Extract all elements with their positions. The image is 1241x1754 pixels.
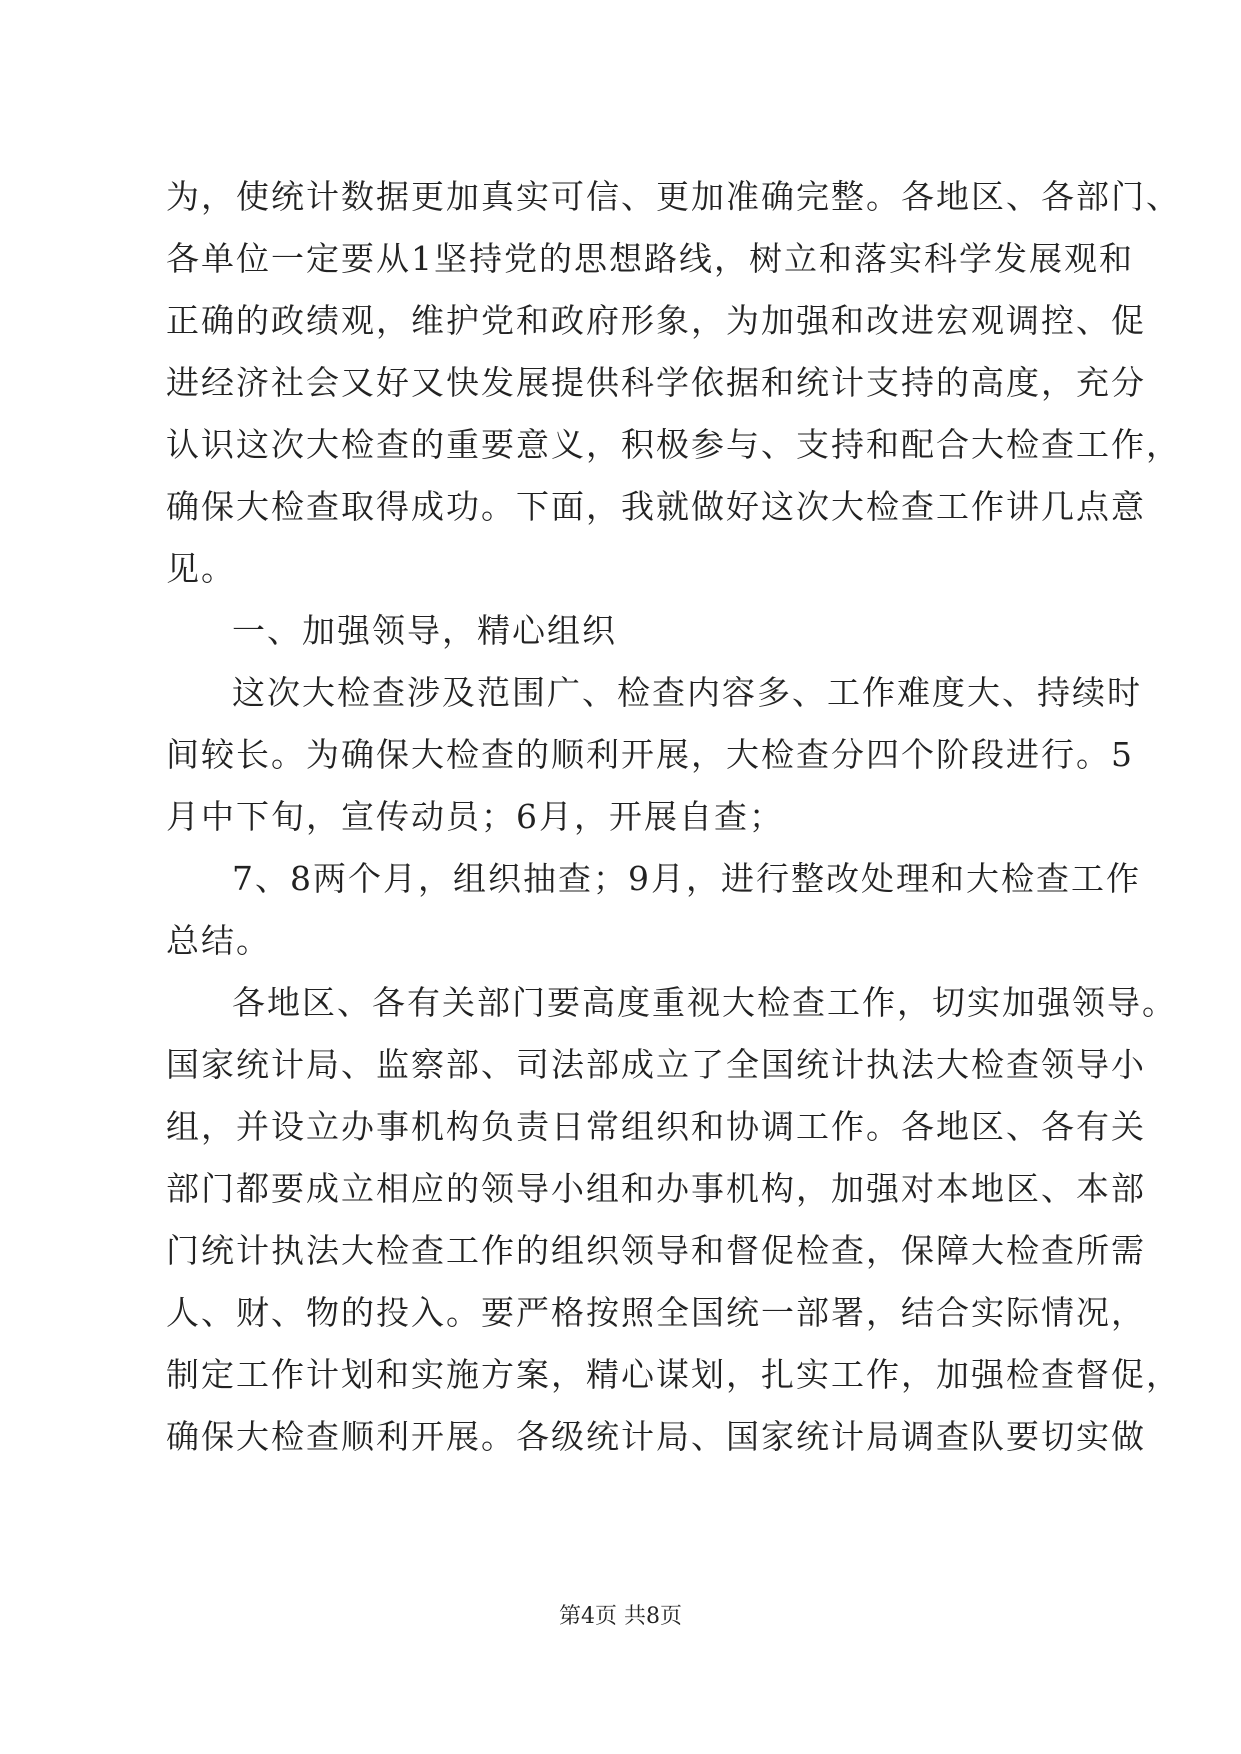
text-line: 间较长。为确保大检查的顺利开展，大检查分四个阶段进行。5 xyxy=(166,735,1134,774)
text-line: 确保大检查取得成功。下面，我就做好这次大检查工作讲几点意 xyxy=(166,487,1146,526)
text-line: 为，使统计数据更加真实可信、更加准确完整。各地区、各部门、 xyxy=(166,177,1181,216)
text-line: 部门都要成立相应的领导小组和办事机构，加强对本地区、本部 xyxy=(166,1169,1146,1208)
text-line: 人、财、物的投入。要严格按照全国统一部署，结合实际情况， xyxy=(166,1293,1146,1332)
text-line: 见。 xyxy=(166,549,236,588)
text-line: 总结。 xyxy=(166,921,271,960)
text-line: 各单位一定要从1坚持党的思想路线，树立和落实科学发展观和 xyxy=(166,239,1134,278)
text-line: 认识这次大检查的重要意义，积极参与、支持和配合大检查工作， xyxy=(166,425,1181,464)
text-line: 正确的政绩观，维护党和政府形象，为加强和改进宏观调控、促 xyxy=(166,301,1146,340)
text-line: 进经济社会又好又快发展提供科学依据和统计支持的高度，充分 xyxy=(166,363,1146,402)
text-line: 月中下旬，宣传动员；6月，开展自查； xyxy=(166,797,784,836)
text-line: 确保大检查顺利开展。各级统计局、国家统计局调查队要切实做 xyxy=(166,1417,1146,1456)
document-body xyxy=(166,166,1181,1468)
text-line: 门统计执法大检查工作的组织领导和督促检查，保障大检查所需 xyxy=(166,1231,1146,1270)
text-line: 7、8两个月，组织抽查；9月，进行整改处理和大检查工作 xyxy=(232,859,1141,898)
page-number-footer: 第4页 共8页 xyxy=(559,1604,682,1629)
text-line: 制定工作计划和实施方案，精心谋划，扎实工作，加强检查督促， xyxy=(166,1355,1181,1394)
text-line: 这次大检查涉及范围广、检查内容多、工作难度大、持续时 xyxy=(232,673,1142,712)
section-heading: 一、加强领导，精心组织 xyxy=(232,611,617,650)
text-line: 国家统计局、监察部、司法部成立了全国统计执法大检查领导小 xyxy=(166,1045,1146,1084)
text-line: 组，并设立办事机构负责日常组织和协调工作。各地区、各有关 xyxy=(166,1107,1146,1146)
text-line: 各地区、各有关部门要高度重视大检查工作，切实加强领导。 xyxy=(232,983,1177,1022)
